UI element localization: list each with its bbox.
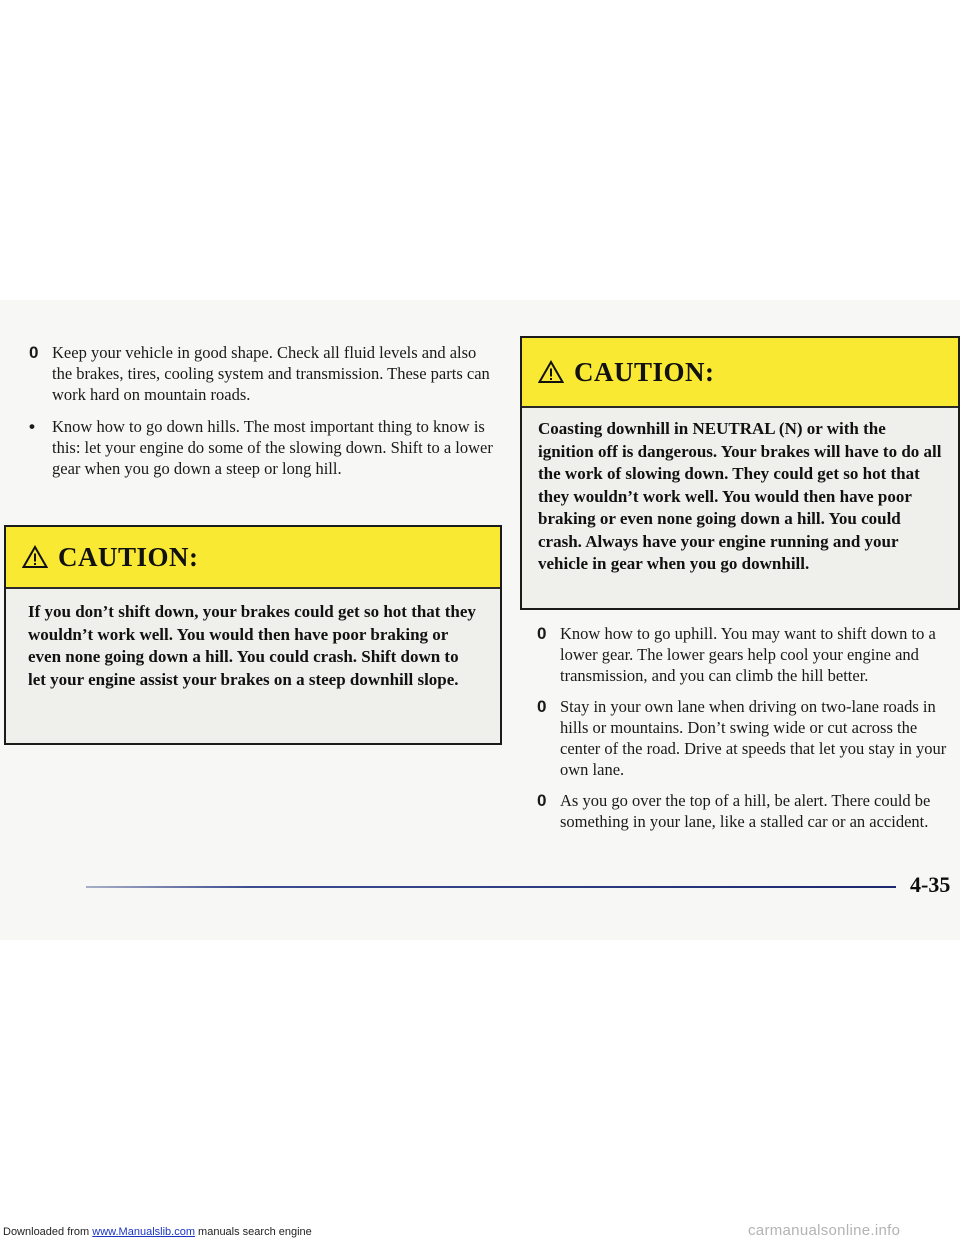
- bullet-marker: •: [29, 417, 35, 436]
- caution-header: [6, 527, 500, 589]
- footer-prefix: Downloaded from: [3, 1226, 93, 1238]
- warning-triangle-icon: [22, 545, 48, 569]
- page-number: 4-35: [910, 872, 951, 897]
- caution-header: [522, 338, 958, 408]
- caution-text: Coasting downhill in NEUTRAL (N) or with the ignition off is dangerous. Your brakes will have to do all the work of slowing down. They could get so hot that they wouldn’t work well. You would then have poor braking or even none going down a hill. You could crash. Always have your engine running and your vehicle in gear when you go downhill.: [538, 419, 942, 573]
- list-item: [0, 342, 500, 405]
- bullet-marker: 0: [537, 697, 547, 716]
- caution-box-shift-down: [4, 525, 502, 745]
- bullet-text: Know how to go uphill. You may want to shift down to a lower gear. The lower gears help cool your engine and transmission, and you can climb the hill better.: [560, 624, 936, 685]
- watermark: carmanualsonline.info: [748, 1222, 901, 1239]
- bullet-text: Know how to go down hills. The most important thing to know is this: let your engine do some of the slowing down. Shift to a lower gear when you go down a steep or long hill.: [52, 417, 493, 478]
- right-bullet-list: [508, 623, 960, 842]
- list-item: [0, 416, 500, 479]
- warning-triangle-icon: [538, 360, 564, 384]
- caution-title: CAUTION:: [574, 356, 715, 387]
- list-item: [508, 696, 960, 780]
- download-footer: [3, 1226, 312, 1238]
- caution-title: CAUTION:: [58, 541, 199, 572]
- bullet-text: Keep your vehicle in good shape. Check all fluid levels and also the brakes, tires, cooling system and transmission. These parts can work hard on mountain roads.: [52, 343, 490, 404]
- bullet-marker: 0: [537, 791, 547, 810]
- bullet-marker: 0: [537, 624, 547, 643]
- footer-rule: [86, 886, 896, 888]
- left-bullet-list: [0, 342, 500, 479]
- footer-suffix: manuals search engine: [194, 1226, 312, 1238]
- caution-box-coasting: [520, 336, 960, 610]
- list-item: [508, 790, 960, 832]
- caution-text: If you don’t shift down, your brakes could get so hot that they wouldn’t work well. You would then have poor braking or even none going down a hill. You could crash. Shift down to let your engine assist your brakes on a steep downhill slope.: [28, 602, 476, 689]
- bullet-marker: 0: [29, 343, 39, 362]
- bullet-text: As you go over the top of a hill, be alert. There could be something in your lane, like a stalled car or an accident.: [560, 791, 931, 831]
- list-item: [508, 623, 960, 686]
- bullet-text: Stay in your own lane when driving on two-lane roads in hills or mountains. Don’t swing wide or cut across the center of the road. Drive at speeds that let you stay in your own lane.: [560, 697, 947, 779]
- manualslib-link[interactable]: www.Manualslib.com: [92, 1226, 195, 1238]
